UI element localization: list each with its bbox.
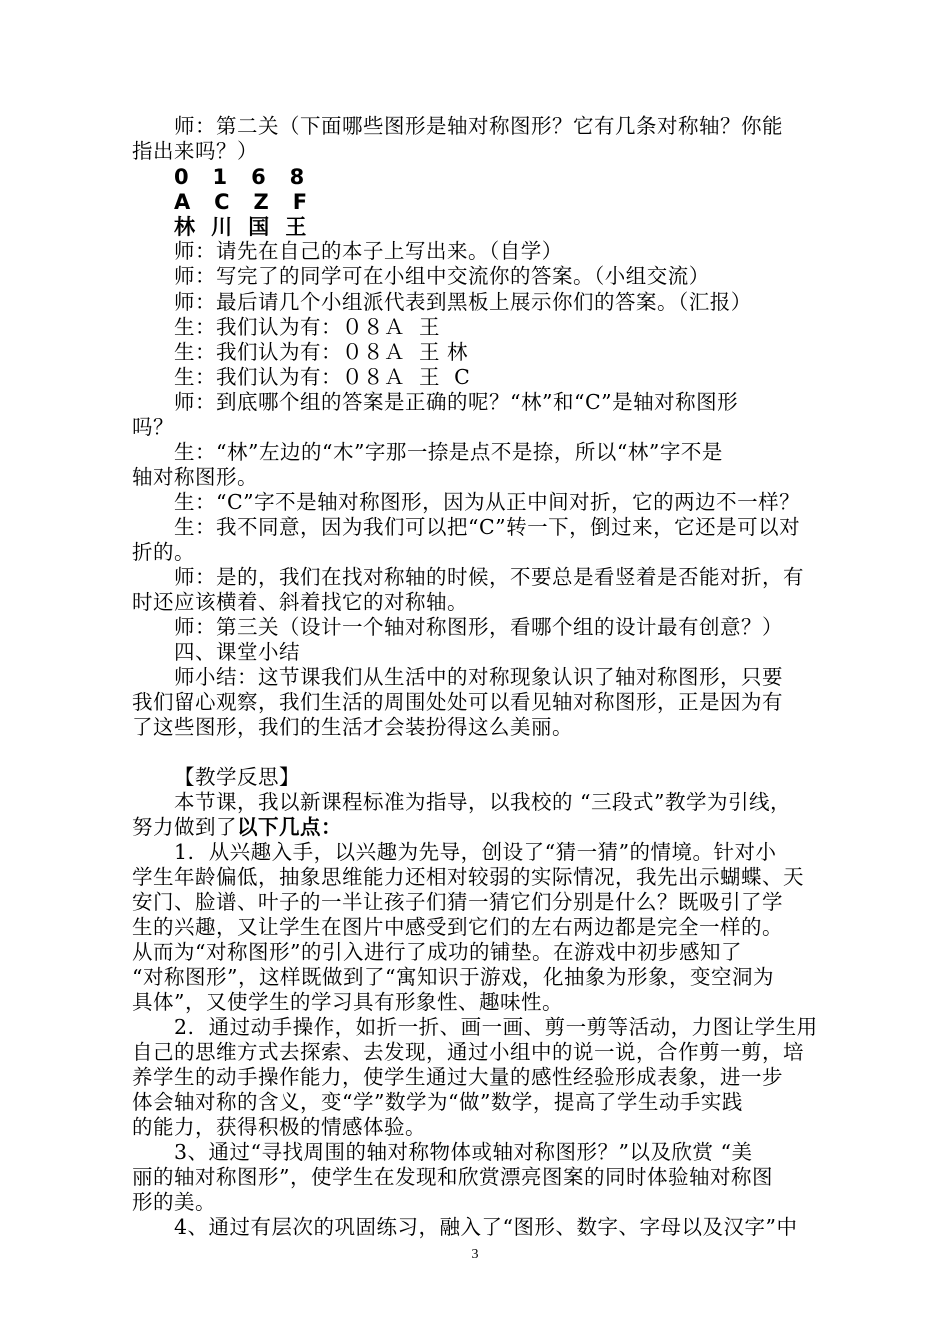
section-heading: 四、课堂小结 xyxy=(174,640,300,664)
page-number: 3 xyxy=(471,1247,479,1262)
text-line: 1. 从兴趣入手，以兴趣为先导，创设了“猜一猜”的情境。针对小 xyxy=(174,840,777,864)
text-line: 折的。 xyxy=(132,540,195,564)
text-line: 生：“C”字不是轴对称图形，因为从正中间对折，它的两边不一样？ xyxy=(174,490,801,514)
text-line: 时还应该横着、斜着找它的对称轴。 xyxy=(132,590,468,614)
text-line: 生：我不同意，因为我们可以把“C”转一下，倒过来，它还是可以对 xyxy=(174,515,801,539)
text-line: 4、通过有层次的巩固练习，融入了“图形、数字、字母以及汉字”中 xyxy=(174,1215,798,1239)
text-line: 从而为“对称图形”的引入进行了成功的铺垫。在游戏中初步感知了 xyxy=(132,940,742,964)
text-line: 生：我们认为有：０８Ａ 王 C xyxy=(174,365,471,389)
text-span: 努力做到了 xyxy=(132,815,237,839)
text-line: 生的兴趣，又让学生在图片中感受到它们的左右两边都是完全一样的。 xyxy=(132,915,783,939)
text-line: 丽的轴对称图形”，使学生在发现和欣赏漂亮图案的同时体验轴对称图 xyxy=(132,1165,773,1189)
text-line: 生：“林”左边的“木”字那一捺是点不是捺，所以“林”字不是 xyxy=(174,440,723,464)
text-line: 生：我们认为有：０８Ａ 王 xyxy=(174,315,441,339)
text-line: 学生年龄偏低，抽象思维能力还相对较弱的实际情况，我先出示蝴蝶、天 xyxy=(132,865,804,889)
text-line: 吗？ xyxy=(132,415,174,439)
text-line xyxy=(132,814,822,840)
text-line: 了这些图形，我们的生活才会装扮得这么美丽。 xyxy=(132,715,573,739)
text-line: 自己的思维方式去探索、去发现，通过小组中的说一说，合作剪一剪，培 xyxy=(132,1040,804,1064)
text-line: 指出来吗？） xyxy=(132,139,258,163)
reflection-heading: 【教学反思】 xyxy=(174,765,300,789)
text-line: 师：第三关（设计一个轴对称图形，看哪个组的设计最有创意？） xyxy=(174,615,783,639)
text-line: 师：最后请几个小组派代表到黑板上展示你们的答案。（汇报） xyxy=(174,290,752,314)
text-line: 养学生的动手操作能力，使学生通过大量的感性经验形成表象，进一步 xyxy=(132,1065,783,1089)
text-line: 师：到底哪个组的答案是正确的呢？“林”和“C”是轴对称图形 xyxy=(174,390,739,414)
text-line: “对称图形”，这样既做到了“寓知识于游戏，化抽象为形象，变空洞为 xyxy=(132,965,774,989)
text-line: 我们留心观察，我们生活的周围处处可以看见轴对称图形，正是因为有 xyxy=(132,690,783,714)
hanzi-line: 林 川 国 王 xyxy=(174,215,307,239)
text-line: 师：是的，我们在找对称轴的时候，不要总是看竖着是否能对折，有 xyxy=(174,565,804,589)
bold-phrase: 以下几点： xyxy=(237,815,342,839)
text-line: 2. 通过动手操作，如折一折、画一画、剪一剪等活动，力图让学生用 xyxy=(174,1015,818,1039)
text-line: 师：请先在自己的本子上写出来。（自学） xyxy=(174,239,563,263)
letters-line: A C Z F xyxy=(174,190,308,214)
text-line: 师：写完了的同学可在小组中交流你的答案。（小组交流） xyxy=(174,264,710,288)
digits-line: 0 1 6 8 xyxy=(174,165,305,189)
text-line: 具体”，又使学生的学习具有形象性、趣味性。 xyxy=(132,990,563,1014)
text-line: 形的美。 xyxy=(132,1190,216,1214)
text-line: 本节课，我以新课程标准为指导，以我校的 “三段式”教学为引线， xyxy=(174,790,791,814)
text-line: 的能力，获得积极的情感体验。 xyxy=(132,1115,426,1139)
text-line: 生：我们认为有：０８Ａ 王 林 xyxy=(174,340,469,364)
text-line: 轴对称图形。 xyxy=(132,465,258,489)
text-line: 师：第二关（下面哪些图形是轴对称图形？它有几条对称轴？你能 xyxy=(174,114,783,138)
text-line: 安门、脸谱、叶子的一半让孩子们猜一猜它们分别是什么？既吸引了学 xyxy=(132,890,783,914)
text-line: 3、通过“寻找周围的轴对称物体或轴对称图形？”以及欣赏 “美 xyxy=(174,1140,753,1164)
text-line: 师小结：这节课我们从生活中的对称现象认识了轴对称图形，只要 xyxy=(174,665,783,689)
text-line: 体会轴对称的含义，变“学”数学为“做”数学，提高了学生动手实践 xyxy=(132,1090,743,1114)
